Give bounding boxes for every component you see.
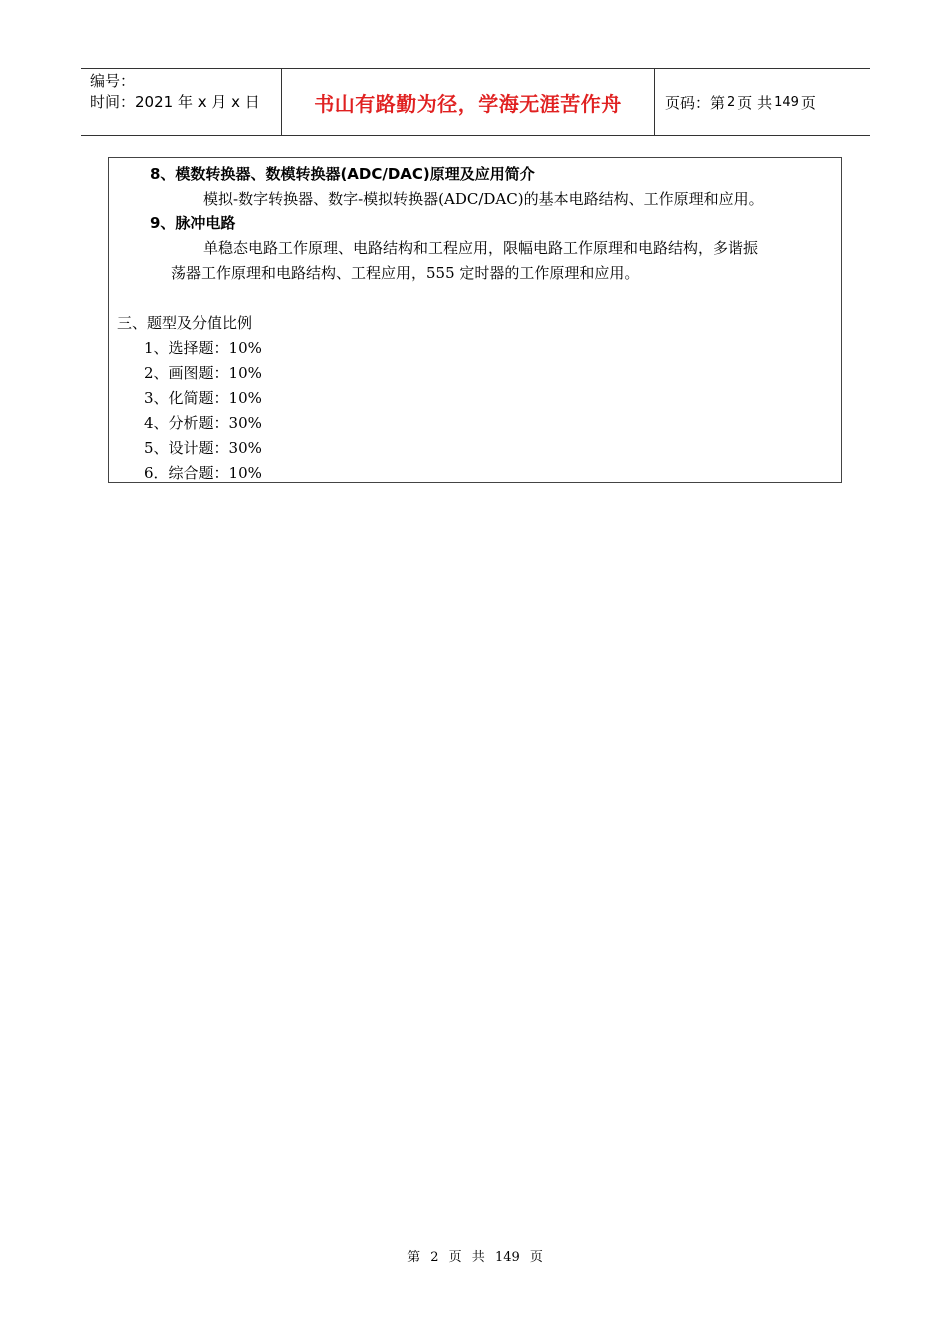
page-total: 149 (774, 94, 799, 110)
list-item: 2、画图题：10% (144, 364, 262, 382)
list-item: 6．综合题：10% (144, 464, 262, 482)
list-item: 5、设计题：30% (144, 439, 262, 457)
part-3-heading: 三、题型及分值比例 (117, 314, 253, 332)
footer-mid1: 页 (448, 1250, 462, 1265)
section-9-text-line1: 单稳态电路工作原理、电路结构和工程应用，限幅电路工作原理和电路结构，多谐振 (203, 239, 759, 257)
list-item: 1、选择题：10% (144, 339, 262, 357)
section-9-heading: 9、脉冲电路 (150, 214, 236, 232)
section-8-text: 模拟-数字转换器、数字-模拟转换器(ADC/DAC)的基本电路结构、工作原理和应用。 (203, 190, 764, 208)
document-number-label: 编号： (90, 72, 136, 90)
footer-current: 2 (430, 1250, 439, 1265)
page-header (81, 68, 870, 136)
list-item: 4、分析题：30% (144, 414, 262, 432)
page-mid: 页 共 (737, 93, 773, 112)
footer-total: 149 (494, 1250, 520, 1265)
header-page-info (655, 69, 870, 135)
page-current: 2 (727, 94, 736, 110)
document-date: 时间：2021 年 x 月 x 日 (90, 93, 260, 111)
list-item: 3、化简题：10% (144, 389, 262, 407)
footer-suffix: 页 (529, 1250, 543, 1265)
section-8-heading: 8、模数转换器、数模转换器(ADC/DAC)原理及应用简介 (150, 165, 535, 183)
page-prefix: 页码：第 (665, 93, 726, 112)
content-box (108, 157, 842, 483)
section-9-text-line2: 荡器工作原理和电路结构、工程应用，555 定时器的工作原理和应用。 (171, 264, 640, 282)
footer-prefix: 第 (407, 1250, 421, 1265)
header-motto: 书山有路勤为径，学海无涯苦作舟 (282, 69, 655, 135)
footer-mid2: 共 (471, 1250, 485, 1265)
page-suffix: 页 (800, 93, 816, 112)
page-footer (0, 1246, 950, 1265)
header-meta (81, 69, 282, 135)
